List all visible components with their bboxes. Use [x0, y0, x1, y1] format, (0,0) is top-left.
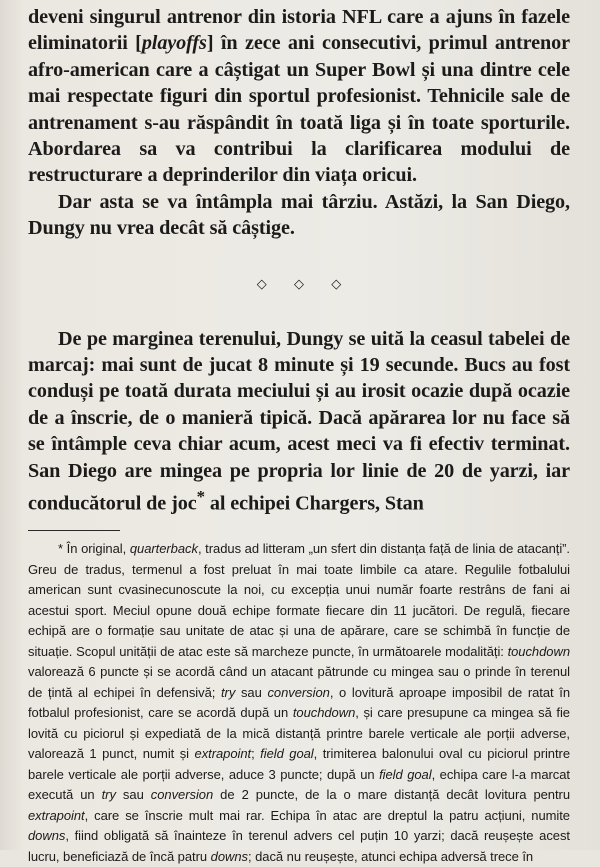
- italic-term: extrapoint: [194, 746, 252, 762]
- italic-term: conversion: [267, 684, 330, 700]
- text-run: ; dacă nu reușește, atunci echipa adversă trece în: [247, 848, 534, 864]
- italic-term: try: [221, 684, 236, 700]
- text-run: , care se înscrie mult mai rar. Echipa în atac are dreptul la patru acțiuni, numite: [84, 807, 570, 823]
- paragraph-later: [28, 189, 570, 242]
- italic-term: downs: [28, 828, 66, 844]
- italic-term: extrapoint: [28, 807, 85, 823]
- text-run: , o lovitură aproape imposibil de ratat în fotbalul profesionist, care se acordă după un: [28, 684, 571, 721]
- main-text-after: [28, 326, 570, 518]
- text-run: deveni singurul antrenor din istoria NFL care a ajuns în fazele eliminatorii [: [28, 6, 570, 55]
- italic-term: downs: [210, 848, 248, 864]
- italic-term: conversion: [150, 787, 214, 803]
- text-run: De pe marginea terenului, Dungy se uită la ceasul tabelei de marcaj: mai sunt de jucat 8 minute și 19 secunde. Bucs au fost conduși pe toată durata meciului și au irosit ocazie după ocazie de a înscrie, de o manieră tipică. Dacă apărarea lor nu face să se întâmple ceva chiar acum, acest meci va fi efectiv terminat. San Diego are mingea pe propria lor linie de 20 de yarzi, iar conducătorul de joc: [28, 327, 570, 515]
- italic-term: try: [101, 787, 116, 803]
- italic-term: touchdown: [292, 705, 356, 721]
- text-run: , tradus ad litteram „un sfert din distanța față de linia de atacanți”. Greu de tradus, termenul a fost preluat în mai toate limbile ca atare. Regulile fotbalului american sunt cvasinecunoscute la noi, cu excepția unui număr foarte restrâns de fani ai acestui sport. Meciul opune două echipe formate fiecare din 11 jucători. De regulă, fiecare echipă are o formație sau unitate de atac și una de apărare, care se schimbă în funcție de situație. Scopul unității de atac este să marcheze puncte, în următoarele modalități:: [28, 541, 570, 659]
- text-run: , și care presupune ca mingea să fie lovită cu piciorul și expediată de la mică distanță printre barele verticale ale porții adverse, valorează 1 punct, numit și: [28, 705, 570, 762]
- text-run: * În original,: [58, 541, 130, 557]
- text-run: , trimiterea balonului oval cu piciorul printre barele verticale ale porții adverse, aduce 3 puncte; după un: [28, 746, 571, 782]
- italic-term: touchdown: [507, 643, 570, 659]
- footnote-rule: [28, 530, 120, 531]
- paragraph-continuation: [28, 4, 570, 189]
- text-run: de 2 puncte, de la o mare distanță decât lovitura pentru: [213, 787, 571, 803]
- text-run: Dar asta se va întâmpla mai târziu. Astăzi, la San Diego, Dungy nu vrea decât să câștige.: [28, 190, 570, 240]
- footnote: [28, 539, 570, 867]
- italic-term: quarterback: [129, 541, 198, 557]
- text-run: ;: [251, 746, 261, 762]
- italic-term: playoffs: [141, 32, 207, 55]
- text-run: sau: [115, 787, 151, 803]
- italic-term: field goal: [379, 766, 432, 782]
- paragraph-scoreboard: [28, 326, 570, 518]
- text-run: al echipei Chargers, Stan: [204, 492, 424, 515]
- section-separator: ◇ ◇ ◇: [256, 275, 354, 291]
- footnote-marker: *: [196, 487, 205, 507]
- italic-term: field goal: [260, 746, 314, 762]
- main-text: [28, 4, 570, 242]
- text-run: , fiind obligată să înainteze în terenul advers cel puțin 10 yarzi; dacă reușește acest lucru, beneficiază de încă patru: [28, 828, 570, 864]
- text-run: , echipa care l-a marcat execută un: [28, 766, 570, 803]
- text-run: sau: [235, 684, 268, 700]
- footnote-text: [28, 539, 570, 867]
- text-run: valorează 6 puncte și se acordă când un atacant pătrunde cu mingea sau o prinde în terenul de țintă al echipei în defensivă;: [28, 664, 570, 700]
- text-run: ] în zece ani consecutivi, primul antrenor afro-american care a câștigat un Super Bowl și una dintre cele mai respectate figuri din sportul profesionist. Tehnicile sale de antrenament s-au răspândit în toată liga și în toate sporturile. Abordarea sa va contribui la clarificarea modului de restructurare a deprinderilor din viața oricui.: [28, 32, 570, 187]
